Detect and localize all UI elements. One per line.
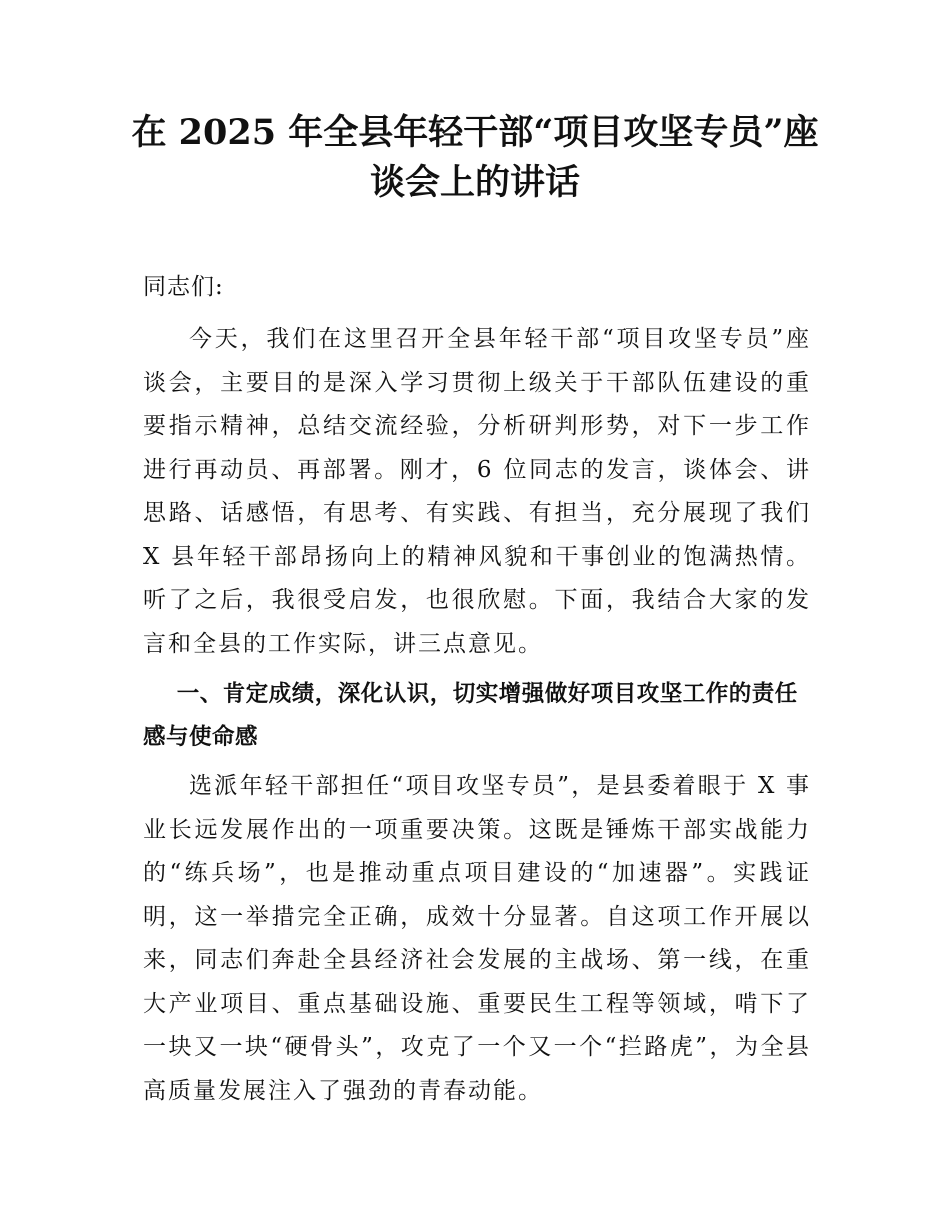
paragraph-intro: 今天，我们在这里召开全县年轻干部“项目攻坚专员”座谈会，主要目的是深入学习贯彻上级关于干部队伍建设的重要指示精神，总结交流经验，分析研判形势，对下一步工作进行再动员、再部署。刚才，6 位同志的发言，谈体会、讲思路、话感悟，有思考、有实践、有担当，充分展现了我们 X 县年轻干部昂扬向上的精神风貌和干事创业的饱满热情。听了之后，我很受启发，也很欣慰。下面，我结合大家的发言和全县的工作实际，讲三点意见。	[143, 326, 811, 657]
greeting: 同志们:	[143, 274, 224, 300]
paragraph-section-1: 选派年轻干部担任“项目攻坚专员”，是县委着眼于 X 事业长远发展作出的一项重要决策。这既是锤炼干部实战能力的“练兵场”，也是推动重点项目建设的“加速器”。实践证明，这一举措完全正确，成效十分显著。自这项工作开展以来，同志们奔赴全县经济社会发展的主战场、第一线，在重大产业项目、重点基础设施、重要民生工程等领域，啃下了一块又一块“硬骨头”，攻克了一个又一个“拦路虎”，为全县高质量发展注入了强劲的青春动能。	[143, 773, 811, 1104]
document-title: 在 2025 年全县年轻干部“项目攻坚专员”座谈会上的讲话	[131, 112, 819, 203]
section-heading-1: 一、肯定成绩，深化认识，切实增强做好项目攻坚工作的责任感与使命感	[143, 681, 798, 750]
